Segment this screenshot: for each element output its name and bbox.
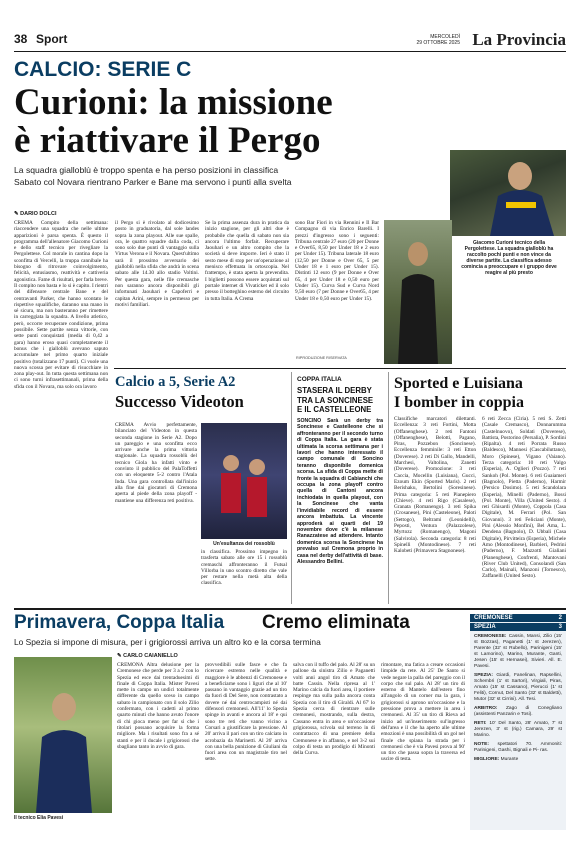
sported-col1-text: Eccellenza: 3 reti Fortini, Motta (Offanenghese). 2 reti Fantoni (Offanenghese), Belotti, Pagano, Piras, Pozzebon (Soncinese). Eccellenza femminile: 3 reti Etton (Doverese). 2 reti Di Gallo, Mandelli, Marchesi, Valtolina, Zanetti (Doverese). Promozione: 3 reti Caccia, Mocellin (Luisiana), Gucci, Ezoum Ekin (Sported Maris). 2 reti Berishaku, Bertolini (Soresinese). Prima categoria: 5 reti Pianepiero (Chieve). 4 reti Rigo (Casalese), Granata (Romanengo). 3 reti Spika (Crosanese), Pini (Casteleone), Paloti (Settogo), Beltrami (Leonidelli), Peposti, Ventura (Palazzolese), Myrtozz (Romanengo), Magoni (Salvirola). Seconda categoria: 8 reti Spinelli (Montodinese). 7 reti Kalobeti (Primavera Stagnonese). — [394, 422, 476, 555]
lineup-team2-row — [470, 623, 566, 631]
futsal-title: Successo Videoton — [115, 392, 244, 411]
primavera-divider — [14, 608, 566, 610]
main-byline — [14, 211, 57, 217]
main-body-col3: Se la prima assenza dura in pratica da inizio stagione, per gli altri due è probabile che quella di sabato non sia ancora l'ultimo forfait. Recuperare Jaouhari e un altro compito che la società si deve imporre. Ieri è stato il sesto mese di stop per un'operazione al menisco effettuata in ortoscopia. Nel frattempo, è stata aperta la prevendita. I biglietti possono essere acquistati sul portale internet di Vivaticket ed il solo presso il botteghino esterno del circuito in tutta Italia. A Crema — [205, 220, 289, 302]
primavera-body-col4: rimontare, ma fatica a creare occasioni limpide da rete. Al 25' De Santo si vede negare la palla del pareggio con il corpo che sul palo. Al 28' un tiro di esterno di Mantelo dall'estero fino all'angolo di un corner ma la gara, i grigiorossi si aprono un'occasione e la pressione prova a mettere in area i cremonesi. Al 35' un tiro di Rieva ad inizio ad un'inserimento sul'ingresso dell'area e il che ha aperto alle ultime emozioni è una possibilità di un gol nel finale che spiana la strada per i cremonesi che è via Pavesi prova al 90' un tiro che passa sopra la traversa ed uscire di testa. — [381, 662, 465, 763]
main-subtitle-line1: La squadra gialloblù è troppo spenta e ha perso posizioni in classifica — [14, 165, 279, 175]
coppa-title-line3: E IL CASTELLEONE — [297, 405, 372, 414]
futsal-photo — [201, 423, 287, 539]
lineup-note: spettatori 70. Ammoniti: Parinigeni, Gashi, Bignali e Pi- ras. — [474, 742, 562, 753]
sported-title-line2: I bomber in coppia — [394, 394, 524, 411]
lineup-team1-score: 2 — [558, 615, 562, 621]
sported-left-rule — [388, 372, 389, 604]
main-body-col1: CREMA Compito della settimana: riaccendere una squadra che nelle ultime apparizioni è parsa spenta. È questo il programma dell'allenatore Giacomo Curioni e dello staff tecnico per rivegliare la Pergolettese. Col morale in cantina dopo la sconfitta di Vercelli, la truppa cannibale ha bisogno di ritrovare coinvolgimento, felicità, entusiasmo, reattività e cattiveria agonistica. Fame di risultati, per farla breve. Il compito non basta e lo si è capito. I rientri del difensore centrale Bane e del centravanti Parker, che hanno scontato le rispettive squalifiche, daranno una mano in sé sicura, ma non basteranno per rimettere in carreggiata la squadra. A livello atletico, però, occorre recuperare condizione, prima possibile. Sette partite senza vittorie, con sette punti conquistati (media di 0,42 a gara) hanno eroso quasi completamente il bonus che i gialloblù avevano saputo accumulare nel primo quarto iniziale positivo (totalizzano 17 punti). Ci vuole una nuova scossa per evitare di risucchiare in zona play-out. In tutta questa settimana non ci sono turni infrasettimanali, prima della sfida con il Novara, ma solo ora lavoro — [14, 220, 108, 390]
issue-full-date: 29 OTTOBRE 2025 — [416, 40, 460, 46]
futsal-kicker: Calcio a 5, Serie A2 — [115, 374, 236, 390]
lineup-note-label: NOTE: — [474, 742, 489, 747]
sported-body-col2: 6 reti Zecca (Ciria). 5 reti S. Zetti (Casale Cremasco), Donnarumma (Castelnuovo), Soldati (Doverese), Battista, Postorino (Persalia), P. Sordini (Ripalta). 4 reti Porrata Russo (Baldesco), Mannesi (Cascabiluttano), Moro (Spinese), Vigano (Vaiano). Terza categoria: 10 reti Valgo (Esperia), A. Oglieri (Pozzo). 7 reti Sankoh (Pol. Monte). 6 reti Guaiameri (Bagnolo), Pietta (Paderno), Harmir (Persico Dosimo). 5 reti Scandolara (Esperia), Minelli (Paderno), Bossi (Pol. Monte), Villa (United Sesto). 4 reti Ghisardi (Monte), Coppola (Casa Digitale), M. Ferrari (Pol. San Giovanni). 3 reti Feliciani (Monte), Pini (Alessio Monfini), Bel Ama, L. Dendena (Bagnolo), D. Ubbali (Casa Digitale), Pirvitteira (Esperia), Michele Amo (Montodinese), Barbieri, Pedrini (Paderno), F. Mazzotti Gialiani (Pianenghese), Confrenti, Mantovani (River Club United), Consolandi (San Carlo), Mainali, Manzoni (Tornesco), Zaffanelli (United Sesto). — [482, 416, 566, 580]
coppa-kicker: COPPA ITALIA — [297, 376, 342, 383]
sported-title — [394, 374, 566, 412]
main-photo — [450, 150, 566, 236]
futsal-photo-caption: Un'esultanza dei rossoblù — [213, 541, 275, 547]
primavera-body-col1: CREMONA Altra delusione per la Cremonese che perde per 3 a 2 con lo Spezia ed esce dai trentaduesimi di finale di Coppa Italia. Mister Pavesi mette in campo un undici totalmente differente da quello sceso in campo sabato in campionato con il solo Zilio confermato, con i cadetti al primo quarto minuti che hanno avuto l'onore di chi gioca meno per far sì che i titolari possano acquisire la forma migliore. Ma i risultati sono fra a sé stanti e per il ducale i grigiorossi che sbagliano tanto in avvio di gara. — [117, 662, 199, 750]
lineup-spezia: Giardi, Fanelinan, Rapsellini, Schembri (1' st Sartori), Virgiali, Piras, Amato (15' st Cassano), Pierucci (1' st Feliti), Cornut, Del Santo (32' st Baldetti), Mutor (32' st Cirrini). All. Tesi. — [474, 673, 562, 702]
main-divider — [114, 368, 566, 369]
main-title-line2: è riattivare il Pergo — [14, 120, 321, 161]
futsal-body-col1: CREMA Avvio perfettamente, bilanciato del Videoton in questa seconda stagione in Serie A2. Dopo un pareggio e una sconfitta ecco arrivare anche la prima vittoria stagionale. La squadra rossoblù del tecnico Giola ha infatti vinto e convinto il pubblico del PalaToffetti con un eloquente 5-2 contro l'Atala Inda. Una gara controllata dall'inizio alla fine dai giocatori di Cremona aperta al piede della zona playoff - mantiene una differenza reti positiva. — [115, 422, 197, 504]
coppa-title-line2: TRA LA SONCINESE — [297, 395, 374, 405]
main-reproduction-notice: RIPRODUZIONE RISERVATA — [296, 356, 347, 360]
lineup-cremonese: Cassin, Mansi, Zilio (15' st Bozzas), Paganetti (1' st Jerezen), Parente (32' st Rubello), Parinigeni (15' st Lamorino), Marino, Murante, Ganti, Jesen (15' st Hernasei), Sivieri. All. E. Pavesi. — [474, 634, 562, 669]
main-title — [14, 84, 444, 160]
main-body-col4: sono Bar Fiori in via Rennini e Il Bar Compagno di via Enrico Barelli. I prezzi d'ingresso sono i seguenti: Tribuna centrale 27 euro (20 per Donne e Over65, 8,50 per Under 18 e 2 euro per Under 15). Tribuna laterale 18 euro (12,50 per Donne e Over 65, 5 per Under 18 e 1 euro per Under 15). Distinti 12 euro (9 per Donne e Over 65, 4 per Under 18 e 0,50 euro per Under 15). Curva Sud e Curva Nord 9,50 euro (7 per Donne e Over65, 4 per Under 18 e 0,50 euro per Under 15). — [295, 220, 379, 302]
section-name: Sport — [36, 32, 68, 46]
main-kicker: CALCIO: SERIE C — [14, 58, 192, 81]
sported-intro: Classifiche marcatori dilettanti. — [394, 416, 476, 422]
lineup-spezia-label: SPEZIA: — [474, 673, 493, 678]
lineup-reti-label: RETI: — [474, 721, 487, 726]
futsal-body-col3: in classifica. Prossimo impegno in trasferta sabato alle ore 15 i rossoblù cremaschi affronteranno il Futsal Villorba in uno scontro diretto che vale per restare nella metà alta della classifica. — [201, 549, 287, 587]
lineup-team1-name: CREMONESE — [474, 615, 513, 621]
players-celebrating-icon — [201, 423, 287, 539]
main-photo-caption: Giacomo Curioni tecnico della Pergolettese. La squadra gialloblù ha raccolto pochi punti e non vince da diverse partite. La classifica adesso comincia a preoccupare e i gruppo deve reagire al più presto — [461, 240, 557, 276]
coppa-left-rule — [291, 372, 292, 604]
pencil-icon: ✎ — [14, 211, 21, 217]
coppa-title — [297, 386, 373, 415]
main-subtitle-line2: Sabato col Novara rientrano Parker e Bane ma servono i punti alla svelta — [14, 177, 292, 187]
primavera-photo-caption: Il tecnico Elia Pavesi — [14, 815, 64, 821]
primavera-subtitle: Lo Spezia si impone di misura, per i grigiorossi arriva un altro ko e la corsa termina — [14, 637, 321, 647]
main-subtitle — [14, 164, 444, 188]
coppa-title-line1: STASERA IL DERBY — [297, 386, 372, 395]
coach-silhouette-icon — [450, 150, 566, 236]
lineup-reti: 10' Del Santo, 28' Amato, 7' st Jerezen, 3' st (rig.) Camara, 29' st Marino. — [474, 721, 562, 738]
primavera-body-col2: provvedibili sulle fasce e che fa ricercare estremo nelle qualità e maggiore è le abbenzi di Cremonese e a beneficiarne sono i liguri che al 10' passano in vantaggio grazie ad un tiro da fuori di Del Sere, non contrastato a dovere né dai centrocampisti né dai difensori cremonesi. All'11' lo Spezia spinge in avanti e ancora al 18' e qui sono tre reti che vanno vicino a Corsari a giustificare la pressione. Al 20' arriva il pari con un tiro calciato in acrobazia da Marinetti. Al 26' arriva con una bella punizione di Giuliani da fuori area con un magistrale tiro nel sette. — [205, 662, 287, 763]
coach-silhouette-icon — [14, 657, 112, 813]
primavera-byline-author: CARLO CAIANIELLO — [123, 653, 178, 659]
lineup-arbitro-label: ARBITRO: — [474, 706, 498, 711]
lineup-team2-name: SPEZIA — [474, 624, 496, 630]
primavera-byline — [117, 653, 178, 659]
lineup-migliore-label: MIGLIORE: — [474, 757, 500, 762]
lineup-team1-row — [470, 614, 566, 622]
primavera-body-col3: salva con il tuffo del palo. Al 28' su un pallone da sinistra Zilio e Paganetti volti anni angol tiro di Amato che batte Cassin. Nella ripresa al 1' Marino calcia da fuori area, il portiere respinge ma sulla palla ancora conta Spezia con il tiro di Giraldi. Al 67' lo Spezia cerca di rientrare sulle cremonesi, mostrando, sulla destra, Cassano entra in area e un'occasione grigiorossa, scivola sul terreno in di contrattacco di una premiere della Cremonese e in affanno, e nel 3-2 sui colpo di testa un prodigio di Minonti della Curva. — [293, 662, 375, 757]
issue-date — [416, 34, 460, 46]
lineup-details — [470, 631, 566, 766]
player-silhouette-icon — [384, 220, 452, 364]
lineup-box — [470, 614, 566, 830]
pencil-icon: ✎ — [117, 653, 124, 659]
page-header — [14, 30, 566, 52]
main-body-col2: il Pergo si è rivolato al dodicesimo posto in graduatoria, dal sole landes sopra la zona playout. Alle sue spalle, ora, le quattro squadre dalla coda, ci sono solo due punti di vantaggio sulla Virtus Verona e il Novara. Quest'ultimo sarà il prossimo avversario dei gialloblù nella sfida che andrà in scena sabato alle 14.30 allo stadio Voltini. Per questa gara, nelle file cremasche non saranno ancora disponibili gli infortunati Jaouhari e Capoferri e capitan Arini, sempre in permesso per motivi familiari. — [115, 220, 199, 308]
primavera-title-left: Primavera, Coppa Italia — [14, 612, 225, 633]
lineup-arbitro: Zago di Conegliano (assistenti Panzarin e Tosi). — [474, 706, 562, 717]
main-byline-author: DARIO DOLCI — [20, 211, 57, 217]
sported-body-col1 — [394, 416, 476, 604]
lineup-migliore: Murante — [500, 757, 519, 762]
issue-weekday: MERCOLEDÌ — [430, 34, 460, 40]
primavera-title-right: Cremo eliminata — [262, 612, 410, 633]
primavera-photo — [14, 657, 112, 813]
sported-title-line1: Sported e Luisiana — [394, 375, 523, 392]
newspaper-logo: La Provincia — [472, 30, 566, 49]
page-number: 38 — [14, 32, 28, 46]
lineup-cremonese-label: CREMONESE: — [474, 634, 507, 639]
lineup-team2-score: 3 — [558, 624, 562, 630]
player-photo — [384, 220, 452, 364]
main-title-line1: Curioni: la missione — [14, 82, 333, 123]
coppa-body: SONCINO Sarà un derby tra Soncinese e Castelleone che si affronteranno per il secondo turno di Coppa Italia. La gara è stata ultimata la scorsa settimana per i lavori che hanno interessato il campo comunale di Soncino teranno disponibile domenica scorsa. La sfida di Coppa mette di fronte la squadra di Cabianchi che occupa la zona playoff contro quella di Cantoni ancora inchiodata in quella playout, con la Soncinese che vanta l'invidiabile record di essere ancora imbattuta. La vincente approderà ai quarti del 19 novembre dove c'è la milanese Ranazzatese ad attendere. Intanto domenica scorsa la Soncinese ha prevalso sul Cremona proprio in casa nel derby dell'attività di base. Alessandro Bellini. — [297, 418, 383, 565]
